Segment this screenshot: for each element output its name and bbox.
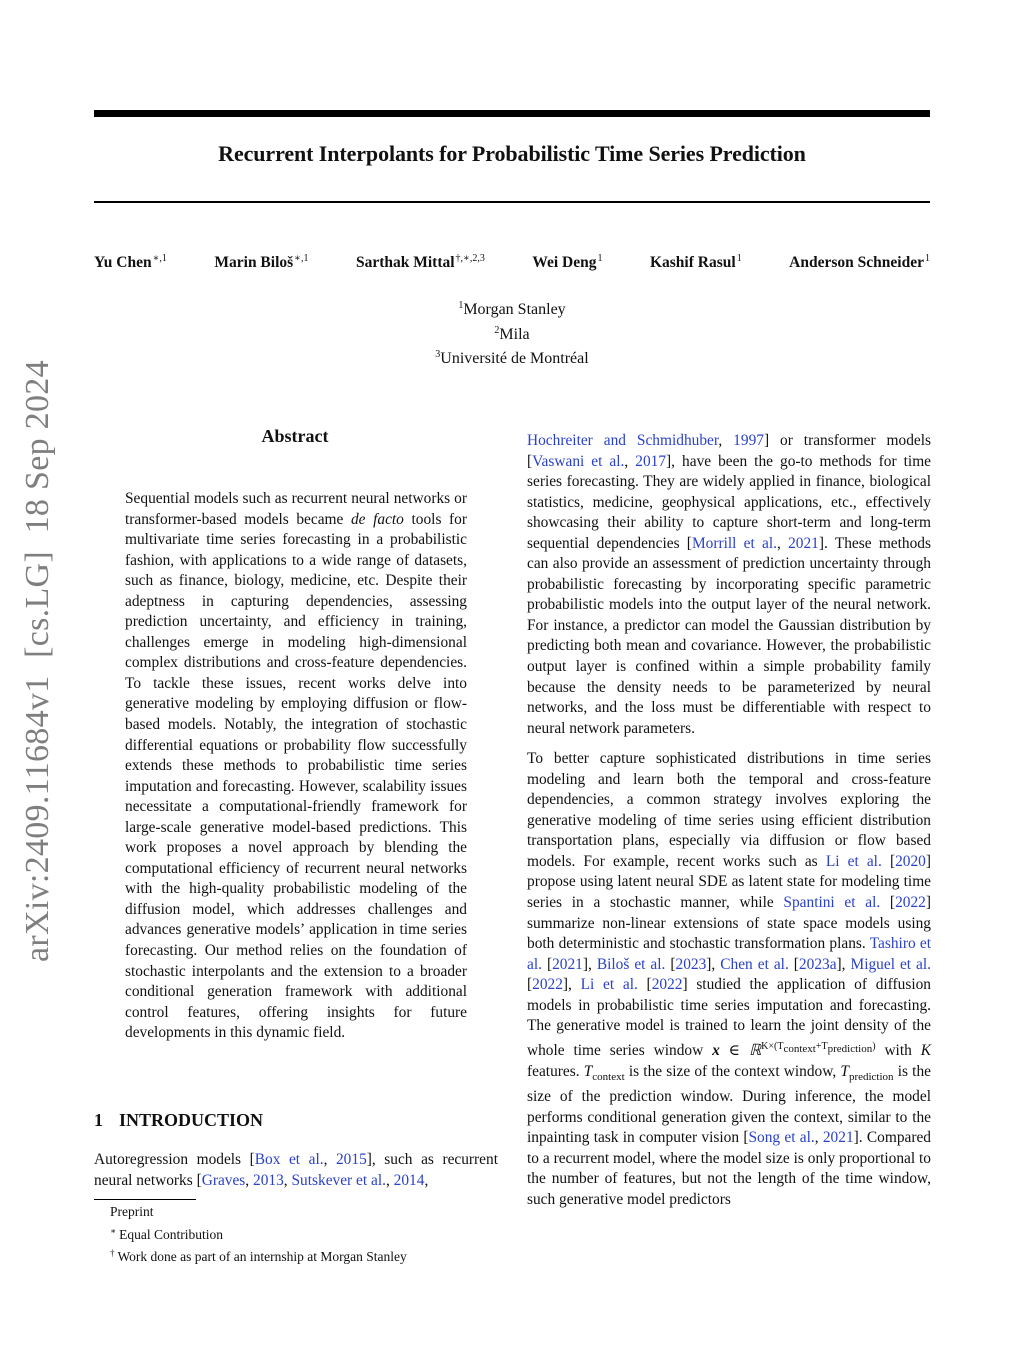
citation-link[interactable]: 2020 — [895, 852, 926, 870]
section-heading-introduction: 1 INTRODUCTION — [94, 1110, 264, 1130]
affiliation: $^1$Morgan Stanley — [458, 300, 566, 318]
author-list — [94, 253, 930, 272]
citation-link[interactable]: 2023a — [798, 955, 837, 973]
citation-link[interactable]: Graves — [201, 1171, 246, 1189]
citation-link[interactable]: 2022 — [895, 894, 926, 912]
math-T-prediction: $T_{prediction}$ — [840, 1062, 894, 1083]
citation-link[interactable]: 2021 — [788, 534, 819, 552]
citation-link[interactable]: 2022 — [651, 976, 683, 994]
right-column — [527, 431, 931, 1220]
citation-link[interactable]: 2023 — [675, 955, 707, 973]
paragraph: Hochreiter and Schmidhuber, 1997] or transformer models [Vaswani et al., 2017], have been the go-to methods for time series forecasting. They are widely applied in finance, biological statistics, medicine, geophysical applications, etc., effectively showcasing their ability to capture short-term and long-term sequential dependencies [Morrill et al., 2021]. These methods can also provide an assessment of prediction uncertainty through probabilistic forecasting by incorporating specific parametric probabilistic models into the output layer of the neural network. For instance, a predictor can model the Gaussian distribution by predicting both mean and covariance. However, the probabilistic output layer is confined within a simple probability family because the density needs to be parameterized by neural networks, and the loss must be differentiable with respect to neural network parameters. — [527, 432, 931, 737]
citation-link[interactable]: Biloš et al. — [596, 955, 666, 973]
math-series-window: x ∈ ℝ$^{K\times(T_{context}+T_{prediction})}$ — [712, 1040, 876, 1059]
author: Sarthak Mittal$^{\dagger,∗,2,3}$ — [355, 253, 485, 271]
footnote-preprint: Preprint — [110, 1204, 154, 1219]
footnote-internship: † Work done as part of an internship at Morgan Stanley — [110, 1248, 407, 1264]
citation-link[interactable]: Box et al. — [254, 1151, 324, 1168]
footnote-rule — [94, 1199, 196, 1200]
affiliation: $^2$Mila — [494, 324, 530, 343]
citation-link[interactable]: 2015 — [335, 1151, 367, 1168]
author: Kashif Rasul$^1$ — [649, 253, 742, 271]
citation-link[interactable]: Hochreiter and Schmidhuber — [527, 432, 719, 449]
affiliation: $^3$Université de Montréal — [435, 349, 589, 367]
citation-link[interactable]: Vaswani et al. — [532, 452, 625, 470]
title-top-rule — [94, 110, 930, 117]
abstract-heading: Abstract — [261, 426, 329, 446]
math-K: K — [920, 1041, 931, 1059]
citation-link[interactable]: Spantini et al. — [783, 894, 881, 912]
citation-link[interactable]: 2017 — [635, 452, 667, 470]
intro-paragraph: Autoregression models [Box et al., 2015], such as recurrent neural networks [Graves, 2013, Sutskever et al., 2014, — [94, 1151, 498, 1189]
citation-link[interactable]: 2014 — [393, 1171, 425, 1189]
citation-link[interactable]: Li et al. — [580, 976, 638, 994]
affiliations — [94, 296, 930, 370]
citation-link[interactable]: Miguel et al. — [850, 955, 932, 973]
author: Anderson Schneider$^1$ — [789, 253, 930, 271]
footnote-equal-contribution: ∗ Equal Contribution — [110, 1225, 223, 1242]
citation-link[interactable]: 1997 — [733, 432, 764, 449]
abstract-body: Sequential models such as recurrent neural networks or transformer-based models became de facto tools for multivariate time series forecasting in a probabilistic fashion, with applications to a wide range of datasets, such as finance, biology, medicine, etc. Despite their adeptness in capturing dependencies, assessing prediction uncertainty, and efficiency in training, challenges emerge in modeling high-dimensional complex distributions and cross-feature dependencies. To tackle these issues, recent works delve into generative modeling by employing diffusion or flow-based models. Notably, the integration of stochastic differential equations or probability flow successfully extends these methods to probabilistic time series imputation and forecasting. However, scalability issues necessitate a computational-friendly framework for large-scale generative model-based predictions. This work proposes a novel approach by blending the computational efficiency of recurrent neural networks with the high-quality probabilistic modeling of the diffusion model, which addresses challenges and advances generative models’ application in time series forecasting. Our method relies on the foundation of stochastic interpolants and the extension to a broader conditional generation framework with additional control features, offering insights for future developments in this dynamic field. — [125, 490, 467, 1042]
author: Marin Biloš$^{∗,1}$ — [214, 253, 309, 271]
arxiv-sidebar-stamp: arXiv:2409.11684v1 [cs.LG] 18 Sep 2024 — [19, 360, 56, 962]
citation-link[interactable]: Li et al. — [825, 852, 882, 870]
citation-link[interactable]: 2021 — [822, 1129, 854, 1147]
footnotes — [110, 1203, 407, 1267]
citation-link[interactable]: Morrill et al. — [691, 534, 777, 552]
paper-title: Recurrent Interpolants for Probabilistic Time Series Prediction — [218, 141, 806, 166]
citation-link[interactable]: Song et al. — [748, 1129, 815, 1147]
citation-link[interactable]: 2022 — [532, 976, 563, 994]
citation-link[interactable]: 2013 — [253, 1171, 284, 1189]
author: Wei Deng$^1$ — [532, 253, 603, 271]
citation-link[interactable]: Sutskever et al. — [291, 1171, 386, 1189]
citation-link[interactable]: Chen et al. — [720, 955, 789, 973]
citation-link[interactable]: Tashiro et al. — [527, 935, 931, 973]
title-bottom-rule — [94, 201, 930, 203]
author: Yu Chen$^{∗,1}$ — [94, 253, 167, 271]
math-T-context: $T_{context}$ — [583, 1062, 625, 1083]
citation-link[interactable]: 2021 — [552, 955, 583, 973]
paragraph: To better capture sophisticated distributions in time series modeling and learn both the temporal and cross-feature dependencies, a common strategy involves exploring the generative modeling of time series using efficient distribution transportation plans, especially via diffusion or flow based models. For example, recent works such as Li et al. [2020] propose using latent neural SDE as latent state for modeling time series in a stochastic manner, while Spantini et al. [2022] summarize non-linear extensions of state space models using both deterministic and stochastic transformation plans. Tashiro et al. [2021], Biloš et al. [2023], Chen et al. [2023a], Miguel et al. [2022], Li et al. [2022] studied the application of diffusion models in probabilistic time series imputation and forecasting. The generative model is trained to learn the joint density of the whole time series window x ∈ ℝ$^{K\times(T_{context}+T_{prediction})}$ with K features. $T_{context}$ is the size of the context window, $T_{prediction}$ is the size of the prediction window. During inference, the model performs conditional generation given the context, similar to the inpainting task in computer vision [Song et al., 2021]. Compared to a recurrent model, where the model size is only proportional to the number of features, but not the length of the time window, such generative model predictors — [527, 750, 932, 1208]
